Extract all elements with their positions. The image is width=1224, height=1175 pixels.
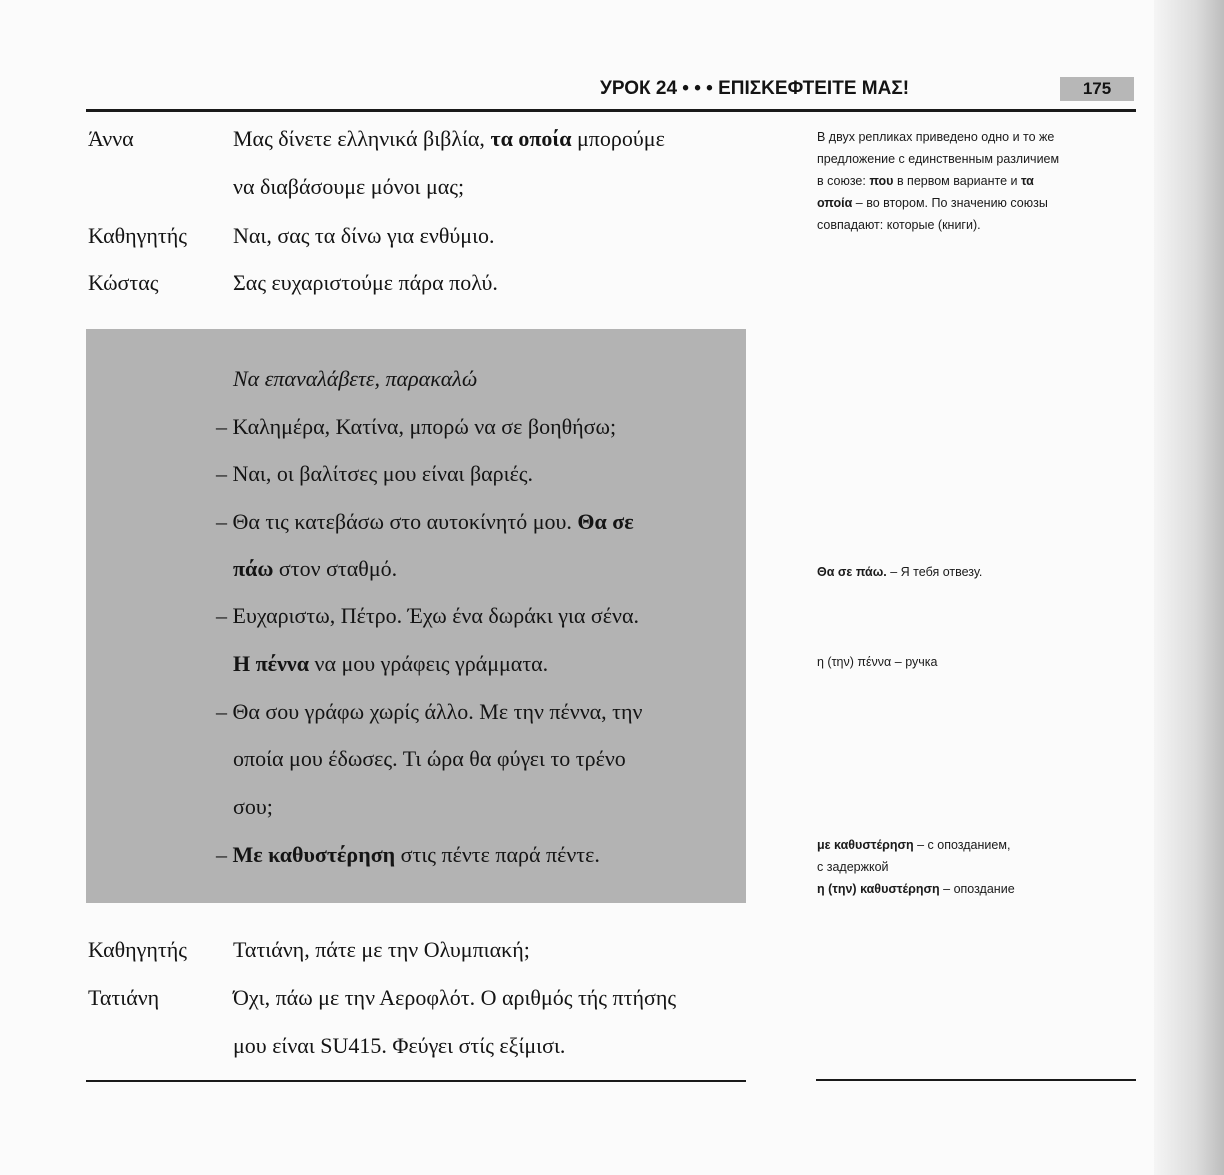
- dialogue-line: Όχι, πάω με την Αεροφλότ. Ο αριθμός τής πτήσης: [233, 985, 677, 1010]
- header-rule: [86, 109, 1136, 112]
- speaker-tatiani: Τατιάνη: [88, 985, 160, 1010]
- dialogue-line: Ναι, σας τα δίνω για ενθύμιο.: [233, 223, 495, 248]
- speaker-kostas: Κώστας: [88, 270, 159, 295]
- repeat-line: οποία μου έδωσες. Τι ώρα θα φύγει το τρένο: [233, 746, 626, 771]
- speaker-anna: Άννα: [88, 126, 134, 151]
- dialogue-line: Σας ευχαριστούμε πάρα πολύ.: [233, 270, 498, 295]
- page-edge-shadow: [1154, 0, 1224, 1175]
- repeat-line: Η πέννα να μου γράφεις γράμματα.: [233, 651, 549, 676]
- repeat-line: – Με καθυστέρηση στις πέντε παρά πέντε.: [216, 842, 600, 867]
- repeat-line: – Θα τις κατεβάσω στο αυτοκίνητό μου. Θα σε: [216, 509, 634, 534]
- repeat-box-title: Να επαναλάβετε, παρακαλώ: [233, 366, 478, 391]
- speaker-teacher: Καθηγητής: [88, 223, 187, 248]
- bottom-rule-right: [816, 1079, 1136, 1081]
- dialogue-line: μου είναι SU415. Φεύγει στίς εξίμισι.: [233, 1033, 566, 1058]
- speaker-teacher: Καθηγητής: [88, 937, 187, 962]
- repeat-line: – Ευχαριστω, Πέτρο. Έχω ένα δωράκι για σένα.: [216, 603, 639, 628]
- repeat-line: – Καλημέρα, Κατίνα, μπορώ να σε βοηθήσω;: [216, 414, 617, 439]
- page-number: 175: [1060, 77, 1134, 101]
- repeat-line: – Θα σου γράφω χωρίς άλλο. Με την πέννα, την: [216, 699, 643, 724]
- repeat-line: σου;: [233, 794, 273, 819]
- dialogue-line: Μας δίνετε ελληνικά βιβλία, τα οποία μπορούμε: [233, 126, 665, 151]
- dialogue-line: Τατιάνη, πάτε με την Ολυμπιακή;: [233, 937, 530, 962]
- dialogue-line: να διαβάσουμε μόνοι μας;: [233, 174, 465, 199]
- bottom-rule-left: [86, 1080, 746, 1082]
- repeat-line: – Ναι, οι βαλίτσες μου είναι βαριές.: [216, 461, 534, 486]
- note-conjunction: В двух репликах приведено одно и то же предложение с единственным различием в союзе: που в первом варианте и τα οποία – во втором. По значению союзы совпадают: которые (книги).: [817, 130, 1060, 232]
- note-penna: η (την) πέννα – ручка: [817, 655, 938, 669]
- note-tha-se-pao: Θα σε πάω. – Я тебя отвезу.: [817, 565, 983, 579]
- repeat-line: πάω στον σταθμό.: [233, 556, 398, 581]
- note-kathysterisi: με καθυστέρηση – с опозданием, с задержкой η (την) καθυστέρηση – опоздание: [817, 838, 1015, 896]
- page-header: УРОК 24 • • • ΕΠΙΣΚΕΦΤΕΙΤΕ ΜΑΣ!: [600, 78, 910, 99]
